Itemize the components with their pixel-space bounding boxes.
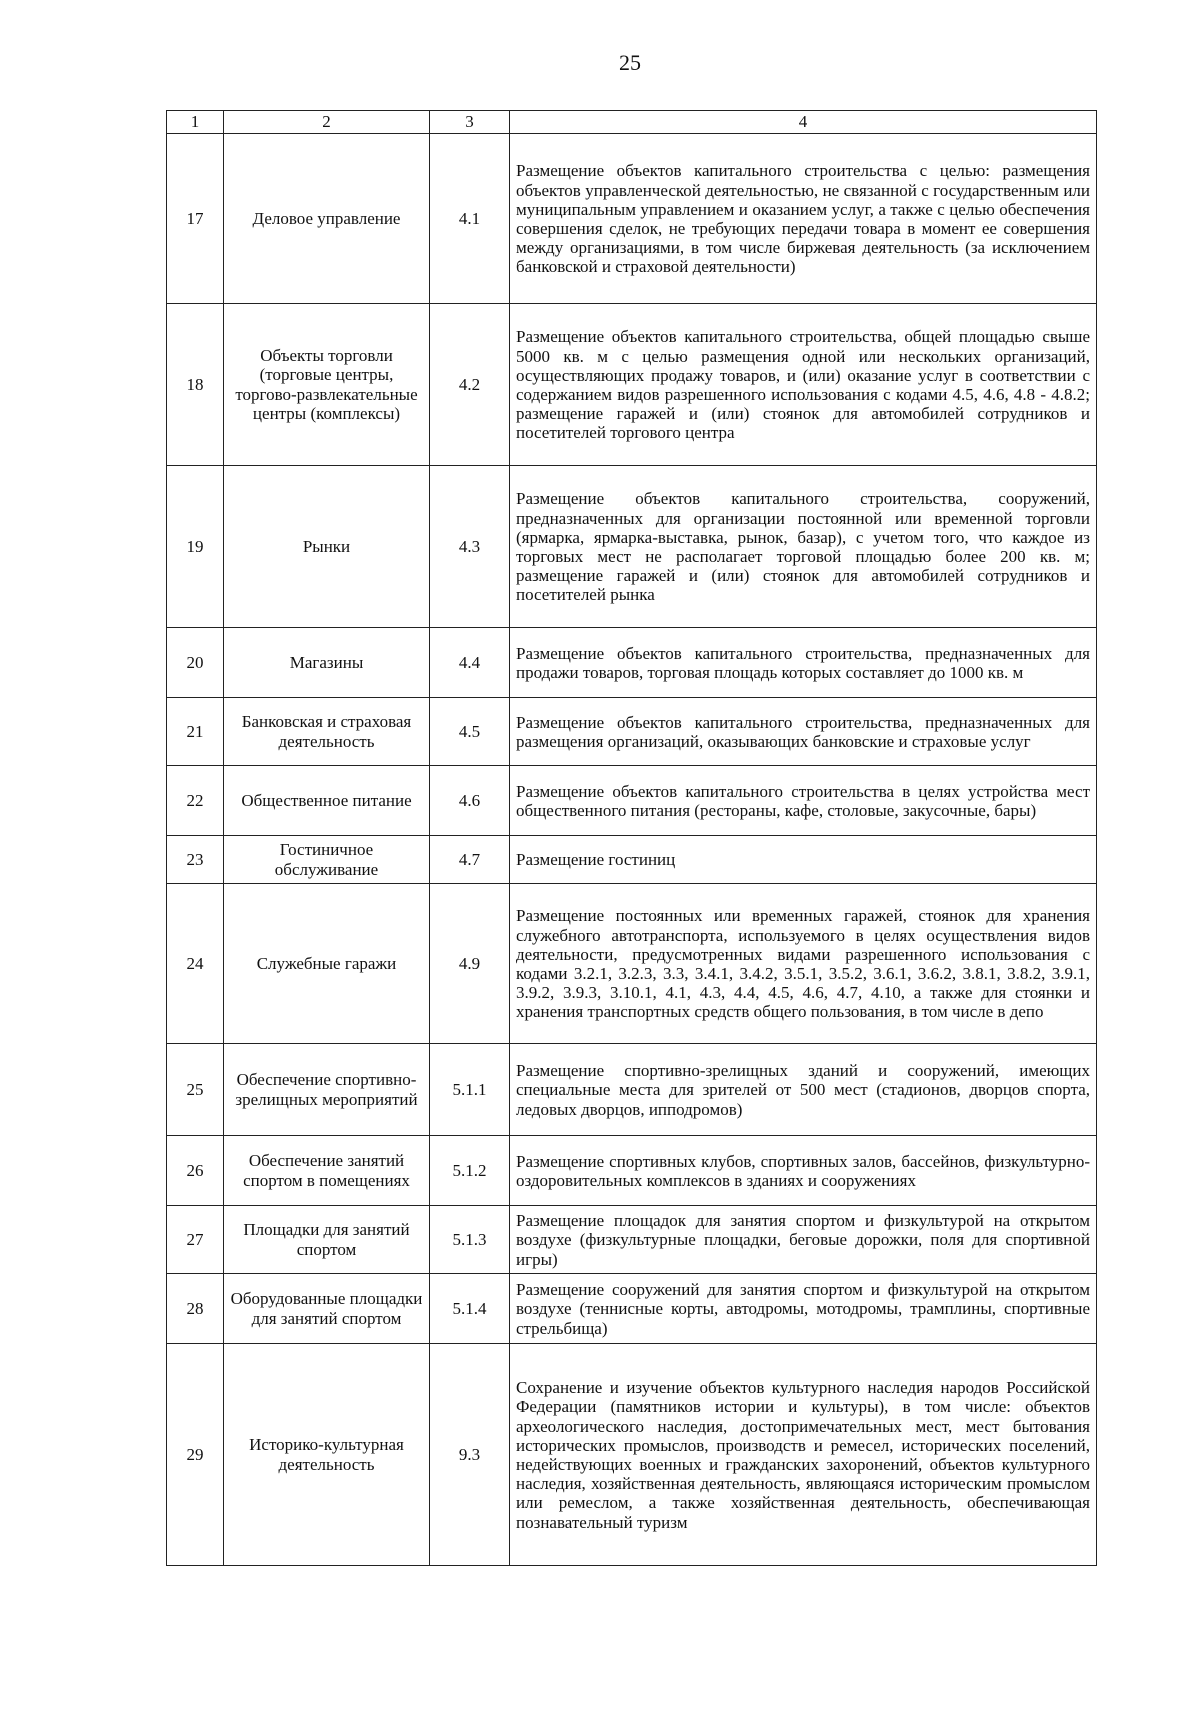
table-row — [167, 1206, 1097, 1274]
use-code: 4.9 — [430, 884, 510, 1044]
table-row — [167, 134, 1097, 304]
table-row — [167, 1344, 1097, 1566]
use-code: 4.2 — [430, 304, 510, 466]
use-description: Размещение сооружений для занятия спортом и физкультурой на открытом воздухе (теннисные корты, автодромы, мотодромы, трамплины, спортивные стрельбища) — [510, 1274, 1097, 1344]
use-name: Общественное питание — [224, 766, 430, 836]
use-name: Площадки для занятий спортом — [224, 1206, 430, 1274]
row-number: 26 — [167, 1136, 224, 1206]
use-code: 4.5 — [430, 698, 510, 766]
row-number: 23 — [167, 836, 224, 884]
use-description: Размещение спортивных клубов, спортивных залов, бассейнов, физкультурно-оздоровительных комплексов в зданиях и сооружениях — [510, 1136, 1097, 1206]
use-description: Размещение объектов капитального строительства, общей площадью свыше 5000 кв. м с целью размещения одной или нескольких организаций, осуществляющих продажу товаров, и (или) оказание услуг в соответствии с содержанием видов разрешенного использования с кодами 4.5, 4.6, 4.8 - 4.8.2; размещение гаражей и (или) стоянок для автомобилей сотрудников и посетителей торгового центра — [510, 304, 1097, 466]
use-code: 4.4 — [430, 628, 510, 698]
use-name: Объекты торговли (торговые центры, торгово-развлекательные центры (комплексы) — [224, 304, 430, 466]
table-row — [167, 304, 1097, 466]
use-name: Оборудованные площадки для занятий спортом — [224, 1274, 430, 1344]
row-number: 21 — [167, 698, 224, 766]
row-number: 18 — [167, 304, 224, 466]
row-number: 17 — [167, 134, 224, 304]
land-use-table — [166, 110, 1097, 1566]
use-code: 5.1.4 — [430, 1274, 510, 1344]
use-code: 4.6 — [430, 766, 510, 836]
row-number: 19 — [167, 466, 224, 628]
use-code: 4.1 — [430, 134, 510, 304]
use-description: Размещение объектов капитального строительства с целью: размещения объектов управленческой деятельностью, не связанной с государственным или муниципальным управлением и оказанием услуг, а также с целью обеспечения совершения сделок, не требующих передачи товара в момент ее совершения между организациями, в том числе биржевая деятельность (за исключением банковской и страховой деятельности) — [510, 134, 1097, 304]
use-code: 9.3 — [430, 1344, 510, 1566]
use-name: Историко-культурная деятельность — [224, 1344, 430, 1566]
use-name: Банковская и страховая деятельность — [224, 698, 430, 766]
use-code: 4.7 — [430, 836, 510, 884]
row-number: 25 — [167, 1044, 224, 1136]
use-description: Размещение объектов капитального строительства, сооружений, предназначенных для организации постоянной или временной торговли (ярмарка, ярмарка-выставка, рынок, базар), с учетом того, что каждое из торговых мест не располагает торговой площадью более 200 кв. м; размещение гаражей и (или) стоянок для автомобилей сотрудников и посетителей рынка — [510, 466, 1097, 628]
table-row — [167, 628, 1097, 698]
use-code: 5.1.3 — [430, 1206, 510, 1274]
use-name: Рынки — [224, 466, 430, 628]
use-name: Деловое управление — [224, 134, 430, 304]
use-description: Размещение спортивно-зрелищных зданий и сооружений, имеющих специальные места для зрителей от 500 мест (стадионов, дворцов спорта, ледовых дворцов, ипподромов) — [510, 1044, 1097, 1136]
use-description: Размещение объектов капитального строительства в целях устройства мест общественного питания (рестораны, кафе, столовые, закусочные, бары) — [510, 766, 1097, 836]
row-number: 20 — [167, 628, 224, 698]
use-name: Обеспечение занятий спортом в помещениях — [224, 1136, 430, 1206]
table-row — [167, 836, 1097, 884]
header-col-2: 2 — [224, 111, 430, 134]
use-description: Размещение объектов капитального строительства, предназначенных для размещения организаций, оказывающих банковские и страховые услуг — [510, 698, 1097, 766]
use-description: Размещение объектов капитального строительства, предназначенных для продажи товаров, торговая площадь которых составляет до 1000 кв. м — [510, 628, 1097, 698]
use-name: Служебные гаражи — [224, 884, 430, 1044]
table-header-row — [167, 111, 1097, 134]
table-row — [167, 766, 1097, 836]
row-number: 28 — [167, 1274, 224, 1344]
table-row — [167, 1136, 1097, 1206]
row-number: 29 — [167, 1344, 224, 1566]
row-number: 22 — [167, 766, 224, 836]
use-code: 5.1.1 — [430, 1044, 510, 1136]
table-row — [167, 1274, 1097, 1344]
table-row — [167, 1044, 1097, 1136]
use-code: 4.3 — [430, 466, 510, 628]
use-description: Размещение постоянных или временных гаражей, стоянок для хранения служебного автотранспорта, используемого в целях осуществления видов деятельности, предусмотренных видами разрешенного использования с кодами 3.2.1, 3.2.3, 3.3, 3.4.1, 3.4.2, 3.5.1, 3.5.2, 3.6.1, 3.6.2, 3.8.1, 3.8.2, 3.9.1, 3.9.2, 3.9.3, 3.10.1, 4.1, 4.3, 4.4, 4.5, 4.6, 4.7, 4.10, а также для стоянки и хранения транспортных средств общего пользования, в том числе в депо — [510, 884, 1097, 1044]
table-row — [167, 884, 1097, 1044]
header-col-3: 3 — [430, 111, 510, 134]
row-number: 24 — [167, 884, 224, 1044]
use-name: Магазины — [224, 628, 430, 698]
header-col-4: 4 — [510, 111, 1097, 134]
use-description: Размещение площадок для занятия спортом и физкультурой на открытом воздухе (физкультурные площадки, беговые дорожки, поля для спортивной игры) — [510, 1206, 1097, 1274]
header-col-1: 1 — [167, 111, 224, 134]
use-code: 5.1.2 — [430, 1136, 510, 1206]
use-name: Обеспечение спортивно-зрелищных мероприятий — [224, 1044, 430, 1136]
page-number: 25 — [619, 50, 641, 75]
row-number: 27 — [167, 1206, 224, 1274]
use-description: Сохранение и изучение объектов культурного наследия народов Российской Федерации (памятников истории и культуры), в том числе: объектов археологического наследия, достопримечательных мест, мест бытования исторических промыслов, производств и ремесел, исторических поселений, недействующих военных и гражданских захоронений, объектов культурного наследия, хозяйственная деятельность, являющаяся историческим промыслом или ремеслом, а также хозяйственная деятельность, обеспечивающая познавательный туризм — [510, 1344, 1097, 1566]
table-row — [167, 698, 1097, 766]
use-description: Размещение гостиниц — [510, 836, 1097, 884]
use-name: Гостиничное обслуживание — [224, 836, 430, 884]
table-row — [167, 466, 1097, 628]
